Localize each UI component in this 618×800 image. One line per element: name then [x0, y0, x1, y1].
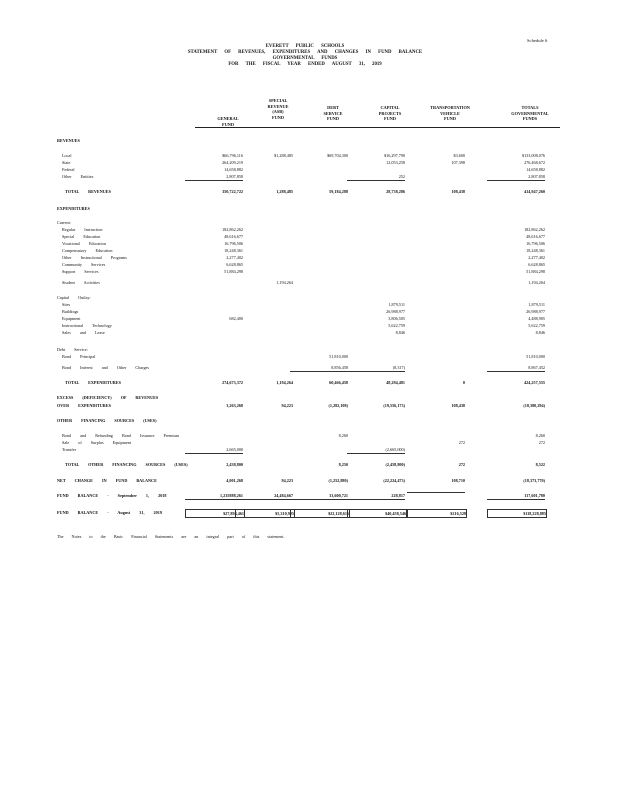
row-label: Compensatory Education	[62, 248, 113, 253]
footnote: The Notes to the Basic Financial Statements are an integral part of this statement.	[57, 534, 285, 539]
table-row	[57, 205, 567, 212]
cell-value: 14,658,882	[526, 167, 545, 172]
row-label: TOTAL EXPENDITURES	[65, 380, 121, 385]
cell-value: 60,466,458	[329, 380, 348, 385]
row-label: Bond Interest and Other Charges	[62, 365, 150, 370]
cell-value: 8,260	[535, 433, 545, 438]
table-row	[57, 315, 567, 322]
cell-value: 2,438,800	[226, 462, 243, 467]
column-header-3	[303, 105, 363, 122]
cell-value: (2,665,000)	[347, 446, 405, 454]
cell-value: (22,224,473)	[383, 478, 405, 483]
cell-value: (8,317)	[347, 364, 405, 372]
row-label: Local	[62, 153, 72, 158]
table-row	[57, 247, 567, 254]
row-label: NET CHANGE IN FUND BALANCE	[57, 478, 157, 483]
cell-value: 0	[462, 380, 465, 385]
row-label: Other Entities	[62, 174, 94, 179]
table-row	[57, 226, 567, 233]
column-header-line: FUND	[222, 121, 234, 127]
cell-value: 272	[458, 440, 465, 445]
column-header-line: GOVERNMENTAL	[511, 110, 549, 116]
table-row	[57, 492, 567, 499]
row-label: Current:	[57, 220, 71, 225]
cell-value: 12,053,258	[386, 160, 405, 165]
table-row	[57, 364, 567, 371]
column-header-2	[248, 98, 308, 120]
column-header-line: FUND	[444, 116, 456, 121]
table-row	[57, 279, 567, 286]
table-row	[57, 240, 567, 247]
table-row	[57, 219, 567, 226]
cell-value: $16,297,790	[384, 153, 405, 158]
cell-value: 8,846	[395, 330, 405, 335]
cell-value: 51,884,298	[224, 269, 243, 274]
table-row	[57, 509, 567, 516]
row-label: TOTAL REVENUES	[65, 189, 111, 194]
table-row	[57, 353, 567, 360]
table-row	[57, 461, 567, 468]
column-header-line: SPECIAL	[268, 98, 288, 103]
row-label: FUND BALANCE - August 31, 2019	[57, 510, 162, 515]
row-label: Other Instructional Programs	[62, 255, 127, 260]
cell-value: (2,458,800)	[385, 462, 405, 467]
table-row	[57, 301, 567, 308]
row-label: EXPENDITURES	[57, 206, 90, 211]
table-row	[57, 294, 567, 301]
column-header-line: CAPITAL	[380, 105, 400, 110]
cell-value: $22,128,615	[290, 509, 350, 518]
row-label: Vocational Education	[62, 241, 106, 246]
title-line-4: FOR THE FISCAL YEAR ENDED AUGUST 31, 2019	[228, 62, 382, 67]
cell-value: 276,468,672	[524, 160, 545, 165]
table-row	[57, 379, 567, 386]
cell-value: 107,398	[451, 160, 465, 165]
cell-value: 8,260	[338, 433, 348, 438]
cell-value: 8,846	[535, 330, 545, 335]
column-header-4	[360, 105, 420, 122]
cell-value: 1,879,511	[388, 302, 405, 307]
title-line-2: STATEMENT OF REVENUES, EXPENDITURES AND CHANGES IN FUND BALANCE	[187, 50, 423, 55]
header-rule	[195, 127, 560, 128]
title-line-1: EVERETT PUBLIC SCHOOLS	[265, 44, 345, 49]
cell-value: 1,194,264	[276, 380, 293, 385]
table-row	[57, 446, 567, 453]
cell-value: 59,184,288	[329, 189, 348, 194]
cell-value: 48,616,677	[526, 234, 545, 239]
row-label: TOTAL OTHER FINANCING SOURCES (USES)	[65, 462, 188, 467]
cell-value: 26,988,977	[386, 309, 405, 314]
cell-value: 8,522	[535, 462, 545, 467]
cell-value: 1,194,264	[276, 280, 293, 285]
row-label: Bond Principal	[62, 354, 96, 359]
title-line-3: GOVERNMENTAL FUNDS	[272, 56, 338, 61]
table-row	[57, 268, 567, 275]
schedule-label: Schedule 6	[527, 38, 548, 43]
column-header-line: FUND	[327, 116, 339, 121]
cell-value: (18,373,770)	[523, 478, 545, 483]
row-label: Debt Service:	[57, 347, 88, 352]
cell-value: (1,252,880)	[328, 478, 348, 483]
row-label: Sites	[62, 302, 71, 307]
row-label: Sales and Lease	[62, 330, 105, 335]
table-row	[57, 159, 567, 166]
cell-value: 1,879,511	[528, 302, 545, 307]
row-label: FUND BALANCE - September 1, 2018	[57, 493, 167, 498]
cell-value: 94,223	[281, 403, 293, 408]
row-label: OTHER FINANCING SOURCES (USES)	[57, 418, 157, 423]
cell-value: 2,807,858	[185, 173, 243, 181]
cell-value: 6,628,865	[528, 262, 545, 267]
column-header-line: VEHICLE	[440, 110, 460, 116]
cell-value: 4,001,268	[226, 478, 243, 483]
table-row	[57, 329, 567, 336]
column-header-line: TOTALS	[521, 105, 539, 110]
cell-value: 2,277,402	[528, 255, 545, 260]
cell-value: 26,988,977	[526, 309, 545, 314]
row-label: Transfer	[62, 447, 77, 452]
cell-value: $1,288,485	[274, 153, 293, 158]
row-label: Special Education	[62, 234, 101, 239]
row-label: Sale of Surplus Equipment	[62, 440, 132, 445]
cell-value: 682,400	[229, 316, 243, 321]
cell-value: $66,796,116	[222, 153, 243, 158]
cell-value: 228,817	[347, 492, 405, 500]
cell-value: 8,856,458	[290, 364, 348, 372]
column-header-line: PROJECTS	[378, 110, 402, 116]
table-row	[57, 261, 567, 268]
row-label: REVENUES	[57, 138, 80, 143]
table-row	[57, 432, 567, 439]
cell-value: 272	[458, 462, 465, 467]
cell-value: 51,810,000	[329, 354, 348, 359]
column-header-5	[420, 105, 480, 122]
cell-value: 424,257,555	[524, 380, 545, 385]
column-header-line: (ASB)	[272, 109, 284, 114]
row-label: OVER EXPENDITURES	[57, 403, 111, 408]
cell-value: 2,277,402	[226, 255, 243, 260]
cell-value: 108,710	[451, 478, 465, 483]
cell-value: $40,458,546	[347, 509, 407, 518]
cell-value: 18,248,361	[224, 248, 243, 253]
cell-value: 5,622,759	[528, 323, 545, 328]
cell-value: 1,235888,261	[185, 492, 243, 500]
table-row	[57, 254, 567, 261]
table-row	[57, 394, 567, 401]
cell-value: 8,867,452	[487, 364, 545, 372]
cell-value: 252	[347, 173, 405, 181]
cell-value: 2,665,000	[185, 446, 243, 454]
cell-value: 94,223	[281, 478, 293, 483]
column-header-line: TRANSPORTATION	[430, 105, 470, 110]
cell-value: 2,807,858	[487, 173, 545, 181]
cell-value: 3,263,268	[226, 403, 243, 408]
cell-value: 8,250	[338, 462, 348, 467]
cell-value: 28,738,286	[386, 189, 405, 194]
row-label: Bond and Refunding Bond Issuance Premium	[62, 433, 179, 438]
cell-value: 1,288,485	[276, 189, 293, 194]
statement-title	[150, 44, 460, 68]
cell-value: $3,600	[453, 153, 465, 158]
cell-value: 108,438	[451, 403, 465, 408]
table-row	[57, 439, 567, 446]
cell-value: 4,488,905	[528, 316, 545, 321]
column-header-line: REVENUE	[267, 103, 289, 109]
table-row	[57, 152, 567, 159]
row-label: Student Activities	[62, 280, 100, 285]
cell-value: 51,884,298	[526, 269, 545, 274]
row-label: Federal	[62, 167, 75, 172]
cell-value: (1,282,108)	[328, 403, 348, 408]
cell-value: 5,622,759	[388, 323, 405, 328]
column-header-line: DEBT	[327, 105, 339, 110]
cell-value: 16,796,506	[526, 241, 545, 246]
cell-value: 264,209,219	[222, 160, 243, 165]
column-header-line: GENERAL	[217, 116, 239, 121]
cell-value: $27,894,461	[185, 509, 245, 518]
table-row	[57, 417, 567, 424]
column-header-line: SERVICE	[323, 110, 343, 116]
table-row	[57, 188, 567, 195]
cell-value: 350,722,722	[222, 189, 243, 194]
table-row	[57, 308, 567, 315]
row-label: Regular Instruction	[62, 227, 103, 232]
table-row	[57, 233, 567, 240]
cell-value: $216,528	[407, 509, 467, 518]
cell-value: 6,628,865	[226, 262, 243, 267]
cell-value: 3,806,505	[388, 316, 405, 321]
row-label: Support Services	[62, 269, 99, 274]
table-row	[57, 173, 567, 180]
cell-value: 48,616,677	[224, 234, 243, 239]
table-row	[57, 346, 567, 353]
cell-value: 117,601,780	[487, 492, 545, 500]
row-label: State	[62, 160, 71, 165]
cell-value: 16,796,506	[224, 241, 243, 246]
cell-value: 272	[538, 440, 545, 445]
cell-value: 182,862,262	[524, 227, 545, 232]
cell-value: 33,600,721	[290, 492, 348, 500]
cell-value: $133,008,076	[521, 153, 545, 158]
cell-value: 48,294,481	[386, 380, 405, 385]
cell-value: (18,380,294)	[523, 403, 545, 408]
row-label: EXCESS (DEFICIENCY) OF REVENUES	[57, 395, 159, 400]
cell-value: 108,438	[451, 189, 465, 194]
cell-value: 51,810,000	[526, 354, 545, 359]
row-label: Community Services	[62, 262, 106, 267]
row-label: Capital Outlay:	[57, 295, 91, 300]
row-label: Equipment	[62, 316, 81, 321]
table-row	[57, 137, 567, 144]
cell-value: 274,673,372	[222, 380, 243, 385]
cell-value: 14,658,882	[224, 167, 243, 172]
column-header-6	[500, 105, 560, 122]
column-header-line: FUND	[384, 116, 396, 121]
cell-value: 414,947,260	[524, 189, 545, 194]
table-row	[57, 477, 567, 484]
cell-value: $5,310,905	[235, 509, 295, 518]
cell-value: 182,862,262	[222, 227, 243, 232]
cell-value: $118,228,885	[487, 509, 547, 518]
column-header-line: FUNDS	[522, 116, 538, 121]
table-row	[57, 402, 567, 409]
row-label: Buildings	[62, 309, 79, 314]
cell-value: 24,484,667	[235, 492, 293, 500]
cell-value: $69,704,300	[327, 153, 348, 158]
cell-value: 1,194,264	[528, 280, 545, 285]
table-row	[57, 322, 567, 329]
cell-value	[407, 492, 465, 493]
table-row	[57, 166, 567, 173]
column-header-line: FUND	[272, 114, 284, 120]
row-label: Instructional Technology	[62, 323, 112, 328]
cell-value: 18,248,361	[526, 248, 545, 253]
cell-value: (19,556,173)	[383, 403, 405, 408]
